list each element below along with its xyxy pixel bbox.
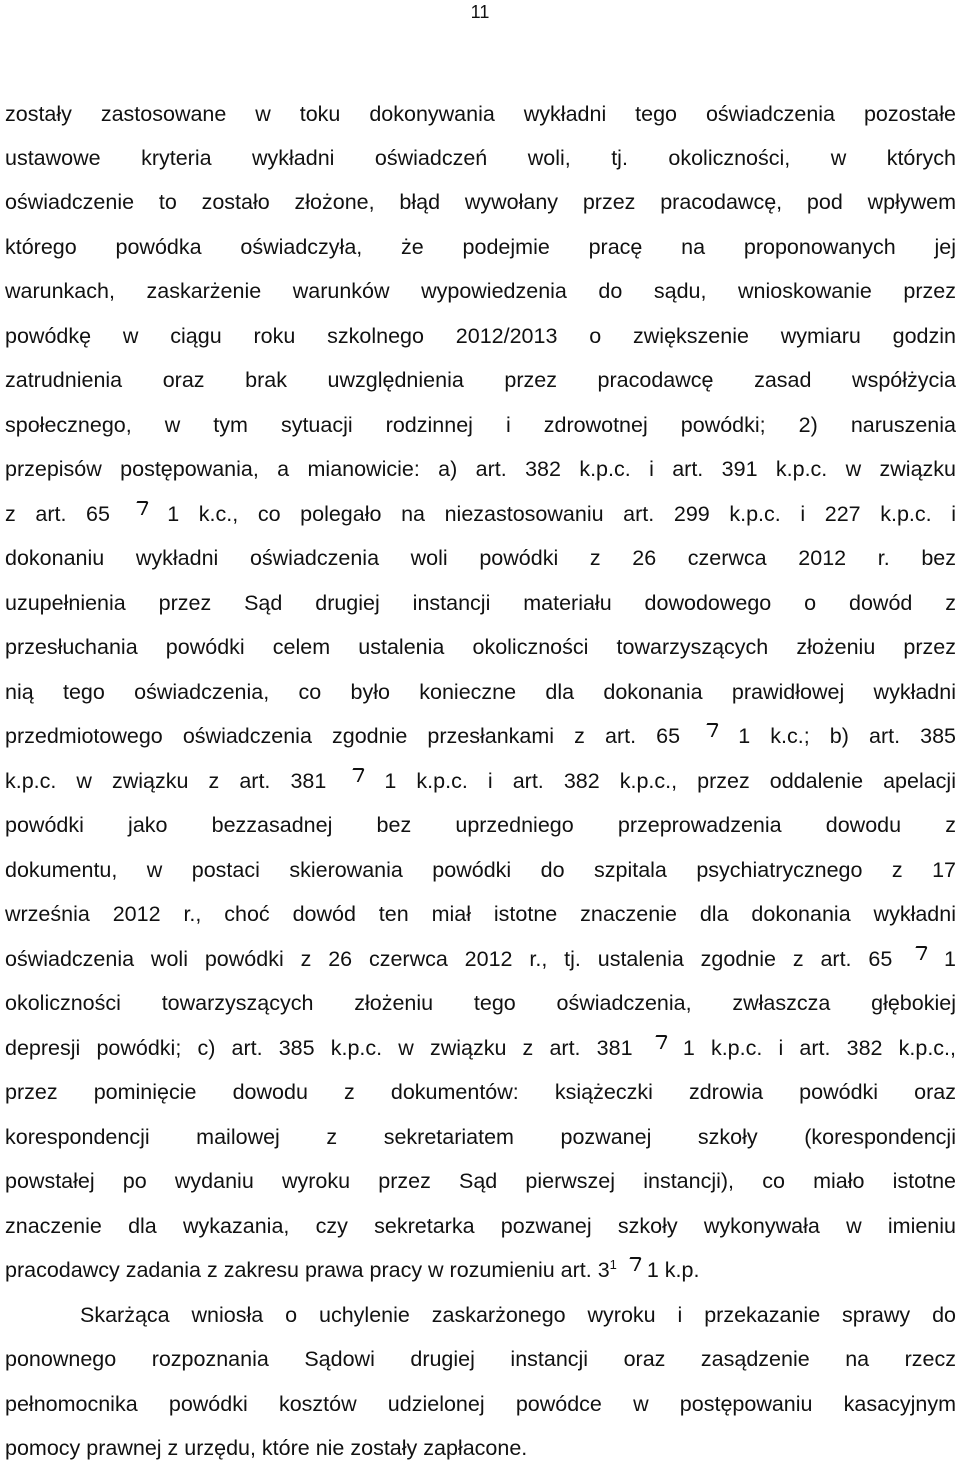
- text-line: września 2012 r., choć dowód ten miał istotne znaczenie dla dokonania wykładni: [5, 902, 956, 926]
- text-line: oświadczenie to zostało złożone, błąd wywołany przez pracodawcę, pod wpływem: [5, 190, 956, 214]
- text-line: powstałej po wydaniu wyroku przez Sąd pierwszej instancji), co miało istotne: [5, 1169, 956, 1193]
- text-line: zostały zastosowane w toku dokonywania wykładni tego oświadczenia pozostałe: [5, 102, 956, 126]
- text-line: Skarżąca wniosła o uchylenie zaskarżonego wyroku i przekazanie sprawy do: [80, 1303, 956, 1327]
- text-line: przedmiotowego oświadczenia zgodnie przesłankami z art. 65 1 k.c.; b) art. 385: [5, 724, 957, 748]
- section-sign-icon: [130, 501, 148, 515]
- text-line: powódkę w ciągu roku szkolnego 2012/2013 o zwiększenie wymiaru godzin: [5, 324, 956, 348]
- text-line: ustawowe kryteria wykładni oświadczeń woli, tj. okoliczności, w których: [5, 146, 956, 170]
- text-line: nią tego oświadczenia, co było konieczne dla dokonania prawidłowej wykładni: [5, 680, 956, 704]
- text-line: znaczenie dla wykazania, czy sekretarka pozwanej szkoły wykonywała w imieniu: [5, 1214, 956, 1238]
- text-line: przepisów postępowania, a mianowicie: a) art. 382 k.p.c. i art. 391 k.p.c. w związku: [5, 457, 956, 481]
- section-sign-icon: [700, 723, 718, 737]
- section-sign-icon: [909, 946, 927, 960]
- section-sign-icon: [623, 1257, 641, 1271]
- text-line: przez pominięcie dowodu z dokumentów: książeczki zdrowia powódki oraz: [5, 1080, 956, 1104]
- text-line: dokumentu, w postaci skierowania powódki do szpitala psychiatrycznego z 17: [5, 858, 956, 882]
- text-line: korespondencji mailowej z sekretariatem pozwanej szkoły (korespondencji: [5, 1125, 956, 1149]
- text-line: uzupełnienia przez Sąd drugiej instancji materiału dowodowego o dowód z: [5, 591, 956, 615]
- section-sign-icon: [649, 1035, 667, 1049]
- section-sign-icon: [346, 768, 364, 782]
- text-line: przesłuchania powódki celem ustalenia okoliczności towarzyszących złożeniu przez: [5, 635, 956, 659]
- text-line: powódki jako bezzasadnej bez uprzedniego przeprowadzenia dowodu z: [5, 813, 956, 837]
- text-line: pomocy prawnej z urzędu, które nie zostały zapłacone.: [5, 1436, 528, 1460]
- text-line: warunkach, zaskarżenie warunków wypowiedzenia do sądu, wnioskowanie przez: [5, 279, 956, 303]
- text-line: zatrudnienia oraz brak uwzględnienia przez pracodawcę zasad współżycia: [5, 368, 956, 392]
- page-number: 11: [470, 2, 490, 22]
- text-line: oświadczenia woli powódki z 26 czerwca 2012 r., tj. ustalenia zgodnie z art. 65 1: [5, 947, 956, 971]
- text-line: pracodawcy zadania z zakresu prawa pracy w rozumieniu art. $3^1$ 1 k.p.: [5, 1256, 700, 1282]
- text-line: pełnomocnika powódki kosztów udzielonej powódce w postępowaniu kasacyjnym: [5, 1392, 956, 1416]
- text-line: depresji powódki; c) art. 385 k.p.c. w związku z art. 381 1 k.p.c. i art. 382 k.p.c.,: [5, 1036, 956, 1060]
- text-line: ponownego rozpoznania Sądowi drugiej instancji oraz zasądzenie na rzecz: [5, 1347, 956, 1371]
- text-line: społecznego, w tym sytuacji rodzinnej i zdrowotnej powódki; 2) naruszenia: [5, 413, 956, 437]
- text-line: k.p.c. w związku z art. 381 1 k.p.c. i art. 382 k.p.c., przez oddalenie apelacji: [5, 769, 956, 793]
- text-line: okoliczności towarzyszących złożeniu tego oświadczenia, zwłaszcza głębokiej: [5, 991, 956, 1015]
- text-line: z art. 65 1 k.c., co polegało na niezastosowaniu art. 299 k.p.c. i 227 k.p.c. i: [5, 502, 956, 526]
- text-line: którego powódka oświadczyła, że podejmie pracę na proponowanych jej: [5, 235, 956, 259]
- text-line: dokonaniu wykładni oświadczenia woli powódki z 26 czerwca 2012 r. bez: [5, 546, 956, 570]
